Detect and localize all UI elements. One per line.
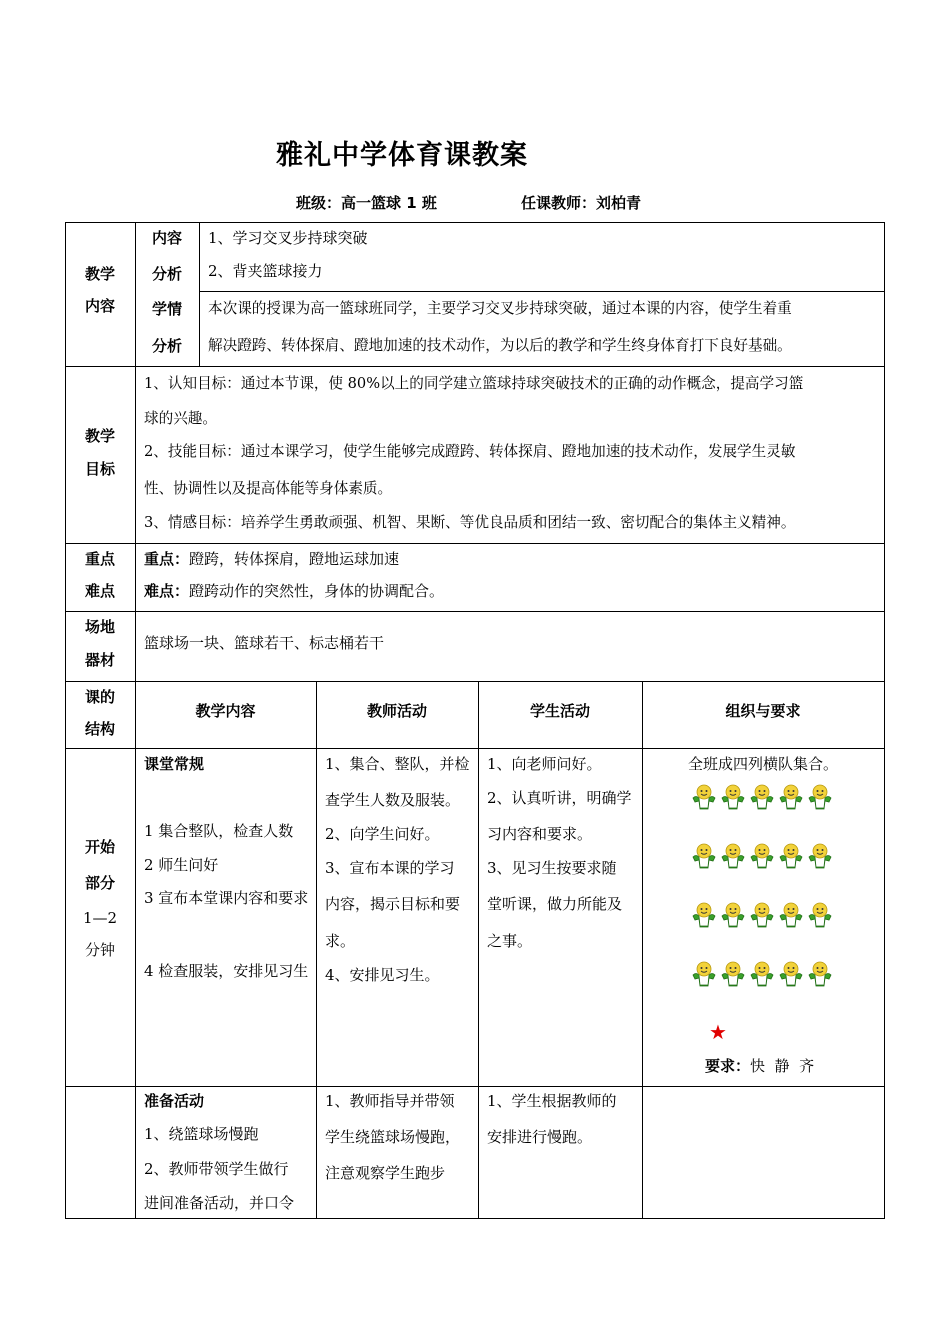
xueqing-label-1: 学情 [151, 300, 182, 318]
goal-line-2: 球的兴趣。 [144, 410, 217, 427]
student-figure-icon [807, 961, 833, 987]
xueqing-label-2: 分析 [151, 337, 182, 355]
student-figure-icon [807, 784, 833, 810]
warmup-teacher-line-2: 学生绕篮球场慢跑， [325, 1128, 461, 1146]
requirement-label: 要求： [705, 1057, 751, 1075]
opening-teacher-line-7: 4、安排见习生。 [325, 966, 440, 984]
col-header-teacher: 教师活动 [366, 702, 427, 720]
requirement-text: 快 静 齐 [750, 1057, 815, 1075]
venue-label-2: 器材 [84, 651, 115, 669]
student-figure-icon [691, 961, 717, 987]
opening-student-line-5: 堂听课，做力所能及 [487, 895, 623, 913]
neirong-label-1: 内容 [151, 229, 182, 247]
opening-teacher-line-5: 内容，揭示目标和要 [325, 895, 461, 913]
goal-line-3: 2、技能目标：通过本课学习，使学生能够完成蹬跨、转体探肩、蹬地加速的技术动作，发展学生灵敏 [144, 443, 796, 460]
opening-content-title: 课堂常规 [144, 755, 205, 773]
opening-teacher-line-2: 查学生人数及服装。 [325, 791, 461, 809]
goal-line-4: 性、协调性以及提高体能等身体素质。 [144, 480, 393, 497]
warmup-teacher-line-1: 1、教师指导并带领 [325, 1092, 455, 1110]
opening-label-1: 开始 [84, 838, 115, 856]
xueqing-line-2: 解决蹬跨、转体探肩、蹬地加速的技术动作，为以后的教学和学生终身体育打下良好基础。 [208, 337, 792, 354]
structure-label-1: 课的 [84, 688, 115, 706]
keypoints-label-2: 难点 [84, 582, 115, 600]
opening-teacher-line-3: 2、向学生问好。 [325, 825, 440, 843]
venue-text: 篮球场一块、篮球若干、标志桶若干 [144, 634, 385, 652]
student-figure-icon [778, 961, 804, 987]
warmup-teacher-line-3: 注意观察学生跑步 [325, 1164, 446, 1182]
requirement-line [705, 1048, 814, 1084]
class-label: 班级：高一篮球 1 班 [296, 194, 437, 212]
student-figure-icon [720, 902, 746, 928]
xueqing-line-1: 本次课的授课为高一篮球班同学，主要学习交叉步持球突破，通过本课的内容，使学生着重 [208, 300, 792, 317]
student-figure-icon [807, 843, 833, 869]
venue-label-1: 场地 [84, 618, 115, 636]
key-point-label: 重点： [144, 550, 190, 568]
content-row-label-2: 内容 [84, 297, 115, 315]
key-point-line [144, 541, 399, 577]
opening-label-4: 分钟 [84, 941, 115, 959]
student-figure-icon [749, 784, 775, 810]
opening-content-line-3: 3 宣布本堂课内容和要求 [144, 889, 309, 907]
student-figure-icon [807, 902, 833, 928]
difficulty-line [144, 573, 444, 609]
keypoints-label-1: 重点 [84, 550, 115, 568]
opening-teacher-line-4: 3、宣布本课的学习 [325, 859, 455, 877]
neirong-line-1: 1、学习交叉步持球突破 [208, 229, 368, 247]
student-figure-icon [749, 843, 775, 869]
student-figure-icon [778, 902, 804, 928]
warmup-content-line-2: 2、教师带领学生做行 [144, 1160, 289, 1178]
warmup-content-line-1: 1、绕篮球场慢跑 [144, 1125, 259, 1143]
goals-label-2: 目标 [84, 460, 115, 478]
opening-teacher-line-6: 求。 [325, 932, 356, 950]
student-figure-icon [749, 961, 775, 987]
col-header-org: 组织与要求 [725, 702, 801, 720]
difficulty-text: 蹬跨动作的突然性，身体的协调配合。 [189, 582, 445, 600]
key-point-text: 蹬跨，转体探肩，蹬地运球加速 [189, 550, 400, 568]
opening-content-line-1: 1 集合整队，检查人数 [144, 822, 294, 840]
student-figure-icon [720, 784, 746, 810]
formation-caption: 全班成四列横队集合。 [687, 755, 838, 773]
student-figure-icon [778, 784, 804, 810]
col-header-content: 教学内容 [195, 702, 256, 720]
content-row-label-1: 教学 [84, 265, 115, 283]
teacher-label: 任课教师：刘柏青 [521, 194, 642, 212]
opening-student-line-6: 之事。 [487, 932, 533, 950]
neirong-label-2: 分析 [151, 265, 182, 283]
opening-student-line-2: 2、认真听讲，明确学 [487, 789, 632, 807]
red-star-icon: ★ [709, 1020, 727, 1044]
goals-label-1: 教学 [84, 427, 115, 445]
student-figure-icon [720, 843, 746, 869]
page-title: 雅礼中学体育课教案 [276, 140, 528, 171]
neirong-line-2: 2、背夹篮球接力 [208, 262, 323, 280]
opening-student-line-4: 3、见习生按要求随 [487, 859, 617, 877]
col-header-student: 学生活动 [529, 702, 590, 720]
difficulty-label: 难点： [144, 582, 190, 600]
goal-line-1: 1、认知目标：通过本节课，使 80%以上的同学建立篮球持球突破技术的正确的动作概念，提高学习篮 [144, 375, 804, 392]
structure-label-2: 结构 [84, 720, 115, 738]
warmup-student-line-2: 安排进行慢跑。 [487, 1128, 593, 1146]
student-figure-icon [691, 902, 717, 928]
warmup-student-line-1: 1、学生根据教师的 [487, 1092, 617, 1110]
warmup-content-title: 准备活动 [144, 1092, 205, 1110]
opening-teacher-line-1: 1、集合、整队，并检 [325, 755, 470, 773]
opening-label-3: 1—2 [82, 909, 118, 927]
opening-student-line-3: 习内容和要求。 [487, 825, 593, 843]
opening-content-line-4: 4 检查服装，安排见习生 [144, 962, 309, 980]
goal-line-5: 3、情感目标：培养学生勇敢顽强、机智、果断、等优良品质和团结一致、密切配合的集体主义精神。 [144, 514, 796, 531]
opening-student-line-1: 1、向老师问好。 [487, 755, 602, 773]
opening-content-line-2: 2 师生问好 [144, 856, 219, 874]
student-figure-icon [778, 843, 804, 869]
student-figure-icon [691, 784, 717, 810]
warmup-content-line-3: 进间准备活动，并口令 [144, 1194, 295, 1212]
opening-label-2: 部分 [84, 874, 115, 892]
student-figure-icon [749, 902, 775, 928]
student-figure-icon [720, 961, 746, 987]
student-figure-icon [691, 843, 717, 869]
